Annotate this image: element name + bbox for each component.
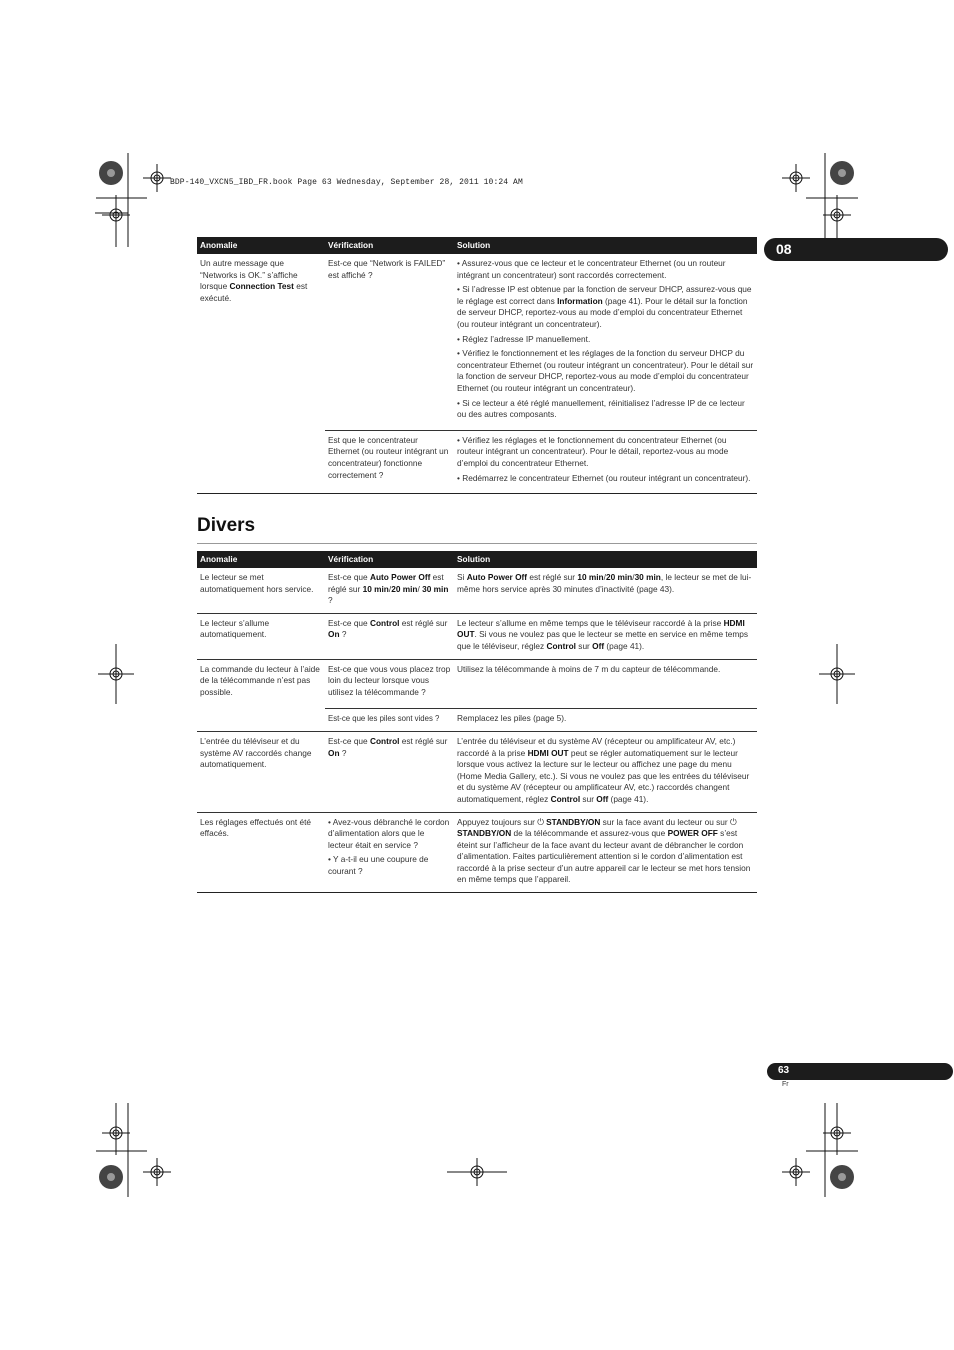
setting-value: Off	[592, 640, 605, 651]
setting-name: Control	[369, 617, 400, 628]
setting-name: Connection Test	[229, 281, 294, 292]
chapter-number: 08	[776, 241, 792, 257]
text: s’est éteint sur l’afficheur de la face avant du lecteur avant de débrancher le cordon d’alimentation. Faites particulièrement attention si le cordon d’alimentation est raccordé à la prise secteur d’un autre appareil car le lecteur se met hors tension en même temps que l’appareil.	[457, 828, 751, 885]
verification-cell: Est-ce que “Network is FAILED” est affiché ?	[325, 254, 454, 430]
col-solution: Solution	[454, 237, 757, 254]
jack-name: HDMI OUT	[527, 747, 569, 758]
setting-name: Auto Power Off	[466, 572, 528, 582]
setting-value: 30 min	[634, 572, 661, 582]
text: sur	[575, 640, 593, 651]
verification-cell: Est-ce que vous vous placez trop loin du lecteur lorsque vous utilisez la télécommande ?	[325, 659, 454, 709]
table-header-row	[197, 551, 757, 568]
text: est réglé sur	[328, 572, 444, 594]
solution-item: • Réglez l’adresse IP manuellement.	[457, 333, 591, 344]
button-name: STANDBY/ON	[546, 816, 601, 827]
text: Est-ce que	[328, 735, 370, 746]
setting-value: 10 min	[577, 572, 604, 582]
power-icon: ⏻	[537, 816, 547, 827]
col-verification: Vérification	[325, 237, 454, 254]
verification-cell: Est que le concentrateur Ethernet (ou routeur intégrant un concentrateur) fonctionne correctement ?	[325, 430, 454, 493]
anomalie-cell: Les réglages effectués ont été effacés.	[197, 812, 325, 893]
divers-troubleshooting-table	[197, 551, 757, 893]
button-name: STANDBY/ON	[457, 828, 512, 839]
setting-value: On	[328, 747, 340, 758]
chapter-tab	[764, 238, 948, 261]
solution-item: • Vérifiez le fonctionnement et les réglages de la fonction du serveur DHCP du concentrateur Ethernet (ou routeur intégrant un concentrateur). Pour le détail sur la fonction de serveur DHCP, reportez-vous au mode d’emploi du concentrateur Ethernet (ou routeur intégrant un concentrateur).	[457, 348, 754, 393]
solution-cell	[454, 731, 757, 812]
text: (page 41). Pour le détail sur la fonction de serveur DHCP, reportez-vous au mode d’emploi du concentrateur Ethernet (ou routeur intégrant un concentrateur).	[457, 295, 748, 329]
text: peut se régler automatiquement sur le lecteur lorsque vous activez la lecture sur le lecteur ou affichez une page du menu (Home Media Gallery, etc.). Si vous ne voulez pas que les entrées du téléviseur et du système AV (récepteur ou amplificateur AV, etc.) raccordés changent automatiquement, réglez	[457, 747, 750, 804]
setting-value: 20 min	[391, 583, 418, 594]
text: (page 41).	[604, 640, 645, 651]
text: de la télécommande et assurez-vous que	[511, 828, 668, 839]
verification-cell: Est-ce que les piles sont vides ?	[325, 709, 454, 732]
table-row	[197, 812, 757, 893]
setting-value: 10 min	[362, 583, 389, 594]
setting-name: Control	[369, 735, 400, 746]
text: est réglé sur	[399, 617, 448, 628]
setting-value: 20 min	[605, 572, 633, 582]
solution-item: • Redémarrez le concentrateur Ethernet (ou routeur intégrant un concentrateur).	[457, 472, 751, 483]
text: Est-ce que	[328, 617, 370, 628]
text: Est-ce que	[328, 572, 370, 582]
page-number-tab	[767, 1063, 953, 1080]
file-info-line: BDP-140_VXCN5_IBD_FR.book Page 63 Wednesday, September 28, 2011 10:24 AM	[170, 178, 523, 187]
setting-value: 30 min	[422, 583, 449, 594]
anomalie-cell: Le lecteur se met automatiquement hors service.	[197, 568, 325, 613]
table-row	[197, 254, 757, 430]
setting-value: Off	[596, 793, 609, 804]
network-troubleshooting-table	[197, 237, 757, 494]
solution-item: • Si ce lecteur a été réglé manuellement, réinitialisez l’adresse IP de ce lecteur ou des autres composants.	[457, 397, 745, 420]
text: est réglé sur	[399, 735, 448, 746]
solution-cell	[454, 254, 757, 430]
text: Un autre message que “Networks is OK.” s’affiche lorsque	[200, 258, 298, 292]
section-title: Divers	[197, 515, 256, 536]
solution-cell: Remplacez les piles (page 5).	[454, 709, 757, 732]
text: ?	[339, 747, 347, 758]
verification-cell	[325, 568, 454, 613]
text: /	[632, 572, 635, 582]
solution-item: • Vérifiez les réglages et le fonctionnement du concentrateur Ethernet (ou routeur intégrant un concentrateur). Pour le détail, reportez-vous au mode d’emploi du concentrateur Ethernet.	[457, 434, 729, 468]
table-row	[197, 731, 757, 812]
setting-value: On	[328, 629, 340, 640]
anomalie-cell: Le lecteur s’allume automatiquement.	[197, 613, 325, 659]
text: Appuyez toujours sur	[457, 816, 538, 827]
anomalie-cell	[197, 254, 325, 494]
text: ?	[339, 629, 347, 640]
verification-item: • Avez-vous débranché le cordon d’alimentation alors que le lecteur était en service ?	[328, 816, 450, 850]
col-solution: Solution	[454, 551, 757, 568]
text: /	[417, 583, 423, 594]
text: Si	[457, 572, 467, 582]
col-anomalie: Anomalie	[197, 551, 325, 568]
display-indicator: POWER OFF	[667, 828, 718, 839]
text: (page 41).	[608, 793, 649, 804]
text: . Si vous ne voulez pas que le lecteur se mette en service en même temps que le téléviseur, réglez	[457, 629, 748, 651]
text: , le lecteur se met de lui-même hors service après 30 minutes d’inactivité (page 43).	[457, 572, 752, 594]
text: /	[388, 583, 392, 594]
col-verification: Vérification	[325, 551, 454, 568]
col-anomalie: Anomalie	[197, 237, 325, 254]
table-row	[197, 659, 757, 709]
verification-item: • Y a-t-il eu une coupure de courant ?	[328, 854, 429, 876]
table-row	[197, 613, 757, 659]
text: est exécuté.	[200, 281, 308, 303]
text: L’entrée du téléviseur et du système AV (récepteur ou amplificateur AV, etc.) raccordé à la prise	[457, 735, 736, 758]
text: est réglé sur	[527, 572, 578, 582]
anomalie-cell: L’entrée du téléviseur et du système AV raccordés change automatiquement.	[197, 731, 325, 812]
solution-cell	[454, 430, 757, 493]
setting-name: Control	[546, 640, 576, 651]
text: /	[603, 572, 606, 582]
verification-cell	[325, 731, 454, 812]
anomalie-cell: La commande du lecteur à l’aide de la télécommande n’est pas possible.	[197, 659, 325, 731]
jack-name: HDMI OUT	[457, 617, 745, 640]
page-number: 63	[778, 1065, 790, 1076]
text: Le lecteur s’allume en même temps que le téléviseur raccordé à la prise	[457, 617, 724, 628]
setting-name: Auto Power Off	[369, 572, 431, 582]
text: ?	[328, 595, 333, 606]
setting-name: Information	[557, 295, 603, 306]
section-divider	[197, 543, 757, 544]
verification-cell	[325, 613, 454, 659]
power-icon: ⏻	[729, 816, 737, 827]
solution-item: • Assurez-vous que ce lecteur et le concentrateur Ethernet (ou un routeur intégrant un concentrateur) sont raccordés correctement.	[457, 258, 726, 280]
solution-cell	[454, 568, 757, 613]
text: sur la face avant du lecteur ou sur	[600, 816, 730, 827]
table-header-row	[197, 237, 757, 254]
solution-item	[457, 284, 754, 330]
page-language: Fr	[782, 1081, 789, 1088]
solution-cell: Utilisez la télécommande à moins de 7 m du capteur de télécommande.	[454, 659, 757, 709]
verification-cell	[325, 812, 454, 893]
solution-cell	[454, 613, 757, 659]
text: sur	[580, 793, 597, 804]
text: • Si l’adresse IP est obtenue par la fonction de serveur DHCP, assurez-vous que le réglage est correct dans	[457, 284, 752, 306]
table-row	[197, 568, 757, 613]
solution-cell	[454, 812, 757, 893]
setting-name: Control	[550, 793, 581, 804]
